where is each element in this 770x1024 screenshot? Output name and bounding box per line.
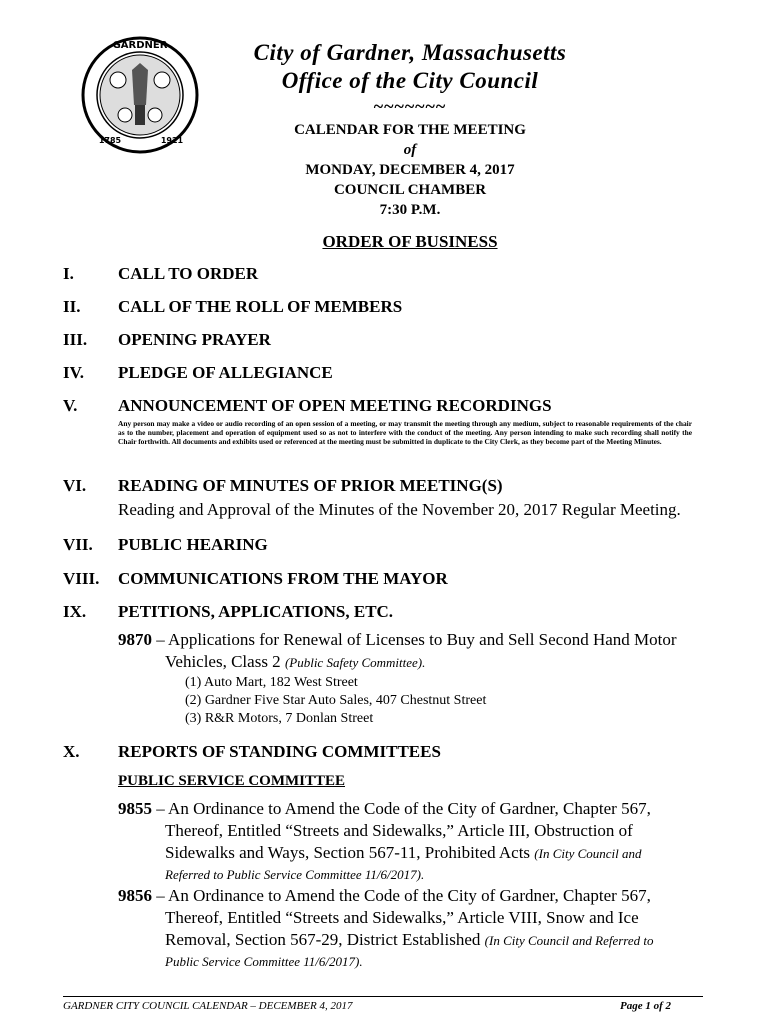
footer-left: GARDNER CITY COUNCIL CALENDAR – DECEMBER 4, 2017 [63,1000,353,1012]
seal-year-1: 1785 [98,136,122,145]
item-title: READING OF MINUTES OF PRIOR MEETING(S) [118,476,503,495]
ordinance-number: 9856 [118,886,152,905]
item-title: OPENING PRAYER [118,330,271,349]
petition-line-1: 9870 – Applications for Renewal of Licenses to Buy and Sell Second Hand Motor [118,630,677,649]
meeting-place: COUNCIL CHAMBER [333,182,487,198]
ordinance-line: Public Service Committee 11/6/2017). [165,954,363,969]
item-num: IV. [63,363,84,382]
item-title: PUBLIC HEARING [118,535,268,554]
item-num: VIII. [63,569,100,588]
ordinance-line: 9856 – An Ordinance to Amend the Code of the City of Gardner, Chapter 567, [118,886,651,905]
item-num: VI. [63,476,87,495]
item-num: VII. [63,535,93,554]
petition-sub-item: (2) Gardner Five Star Auto Sales, 407 Chestnut Street [185,693,487,708]
item-num: III. [63,330,88,349]
city-title: City of Gardner, Massachusetts [253,40,567,65]
office-title: Office of the City Council [281,68,539,93]
item-num: IX. [63,602,87,621]
item-title: PETITIONS, APPLICATIONS, ETC. [118,602,394,621]
petition-sub-item: (1) Auto Mart, 182 West Street [185,675,358,690]
petition-line-2: Vehicles, Class 2 (Public Safety Committee). [165,652,426,671]
ordinance-line: 9855 – An Ordinance to Amend the Code of the City of Gardner, Chapter 567, [118,799,651,818]
ordinance-line: Thereof, Entitled “Streets and Sidewalks,” Article VIII, Snow and Ice [165,908,639,927]
petition-sub-item: (3) R&R Motors, 7 Donlan Street [185,711,374,726]
of-line: of [403,142,417,158]
ordinance-line: Removal, Section 567-29, District Established (In City Council and Referred to [165,930,654,949]
ordinance-number: 9855 [118,799,152,818]
seal-top-text: GARDNER [112,40,168,51]
page-number: Page 1 of 2 [620,1000,672,1012]
calendar-heading: CALENDAR FOR THE MEETING [294,122,526,138]
meeting-time: 7:30 P.M. [379,202,441,218]
item-num: V. [63,396,78,415]
petition-number: 9870 [118,630,152,649]
footer-rule [63,996,703,997]
committee-heading: PUBLIC SERVICE COMMITTEE [118,773,346,789]
ordinance-line: Sidewalks and Ways, Section 567-11, Prohibited Acts (In City Council and [165,843,642,862]
ordinance-line: Referred to Public Service Committee 11/6/2017). [165,867,425,882]
ordinance-line: Thereof, Entitled “Streets and Sidewalks,” Article III, Obstruction of [165,821,633,840]
item-title: REPORTS OF STANDING COMMITTEES [118,742,441,761]
seal-year-2: 1921 [160,136,184,145]
recording-notice: Any person may make a video or audio recording of an open session of a meeting, or may transmit the meeting through any medium, subject to reasonable requirements of the chair as to the number, placement and operation of equipment used so as not to interfere with the conduct of the meeting. Any person intending to make such recording shall notify the Chair forthwith. All documents and exhibits used or referenced at the meeting must be submitted in duplicate to the City Clerk, as they become part of the Meeting Minutes. [118,419,692,447]
item-title: ANNOUNCEMENT OF OPEN MEETING RECORDINGS [118,396,552,415]
tilde-divider: ~~~~~~~ [373,96,447,116]
minutes-text: Reading and Approval of the Minutes of the November 20, 2017 Regular Meeting. [118,500,681,519]
order-of-business: ORDER OF BUSINESS [322,232,498,251]
item-title: CALL OF THE ROLL OF MEMBERS [118,297,403,316]
item-title: CALL TO ORDER [118,264,259,283]
item-title: COMMUNICATIONS FROM THE MAYOR [118,569,448,588]
item-num: X. [63,742,80,761]
meeting-date: MONDAY, DECEMBER 4, 2017 [305,162,515,178]
item-num: II. [63,297,81,316]
item-title: PLEDGE OF ALLEGIANCE [118,363,333,382]
item-num: I. [63,264,74,283]
